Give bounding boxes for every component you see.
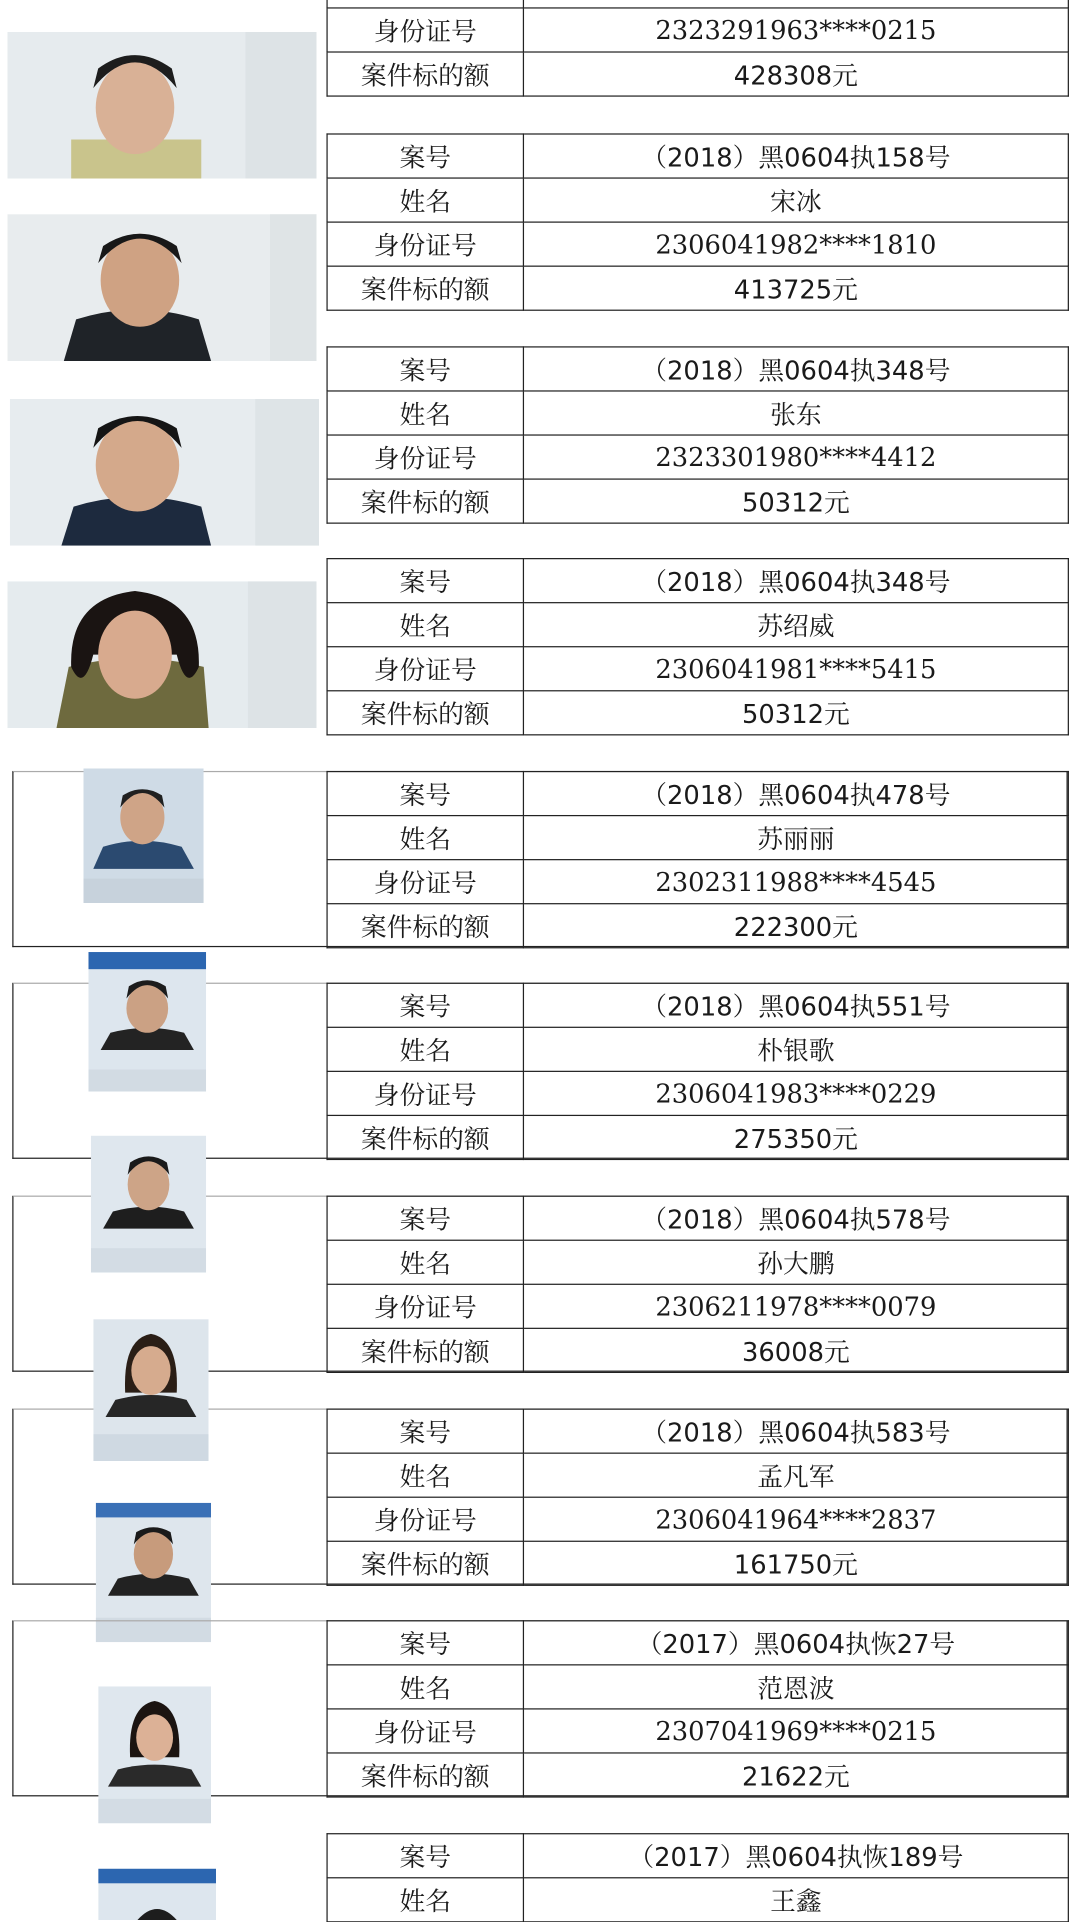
value-amount: 428308元 xyxy=(523,52,1068,96)
value-id-no: 2302311988****4545 xyxy=(523,860,1068,904)
person-photo xyxy=(7,214,316,361)
value-id-no: 2306041981****5415 xyxy=(523,647,1068,691)
value-name: 宋冰 xyxy=(523,178,1068,222)
value-name: 苏绍威 xyxy=(523,603,1068,647)
label-amount: 案件标的额 xyxy=(327,1328,523,1372)
value-name: 张东 xyxy=(523,391,1068,435)
value-case-no: （2018）黑0604执348号 xyxy=(523,559,1068,603)
value-amount: 50312元 xyxy=(523,691,1068,735)
person-photo xyxy=(93,1319,208,1461)
person-photo xyxy=(88,952,206,1092)
value-amount: 50312元 xyxy=(523,479,1068,523)
label-amount: 案件标的额 xyxy=(327,1753,523,1797)
value-id-no: 2323301980****4412 xyxy=(523,435,1068,479)
label-id-no: 身份证号 xyxy=(327,1497,523,1541)
label-name: 姓名 xyxy=(327,391,523,435)
value-id-no: 2306041964****2837 xyxy=(523,1497,1068,1541)
label-name: 姓名 xyxy=(327,1878,523,1922)
label-amount: 案件标的额 xyxy=(327,52,523,96)
label-id-no: 身份证号 xyxy=(327,1284,523,1328)
label-name: 姓名 xyxy=(327,1453,523,1497)
label-id-no: 身份证号 xyxy=(327,860,523,904)
value-amount: 222300元 xyxy=(523,904,1068,948)
value-amount: 21622元 xyxy=(523,1753,1068,1797)
label-case-no: 案号 xyxy=(327,772,523,816)
record-table xyxy=(326,1833,1068,1922)
record-table xyxy=(326,1196,1068,1373)
person-photo xyxy=(7,581,316,728)
record-table xyxy=(326,133,1068,310)
value-amount: 413725元 xyxy=(523,266,1068,310)
label-name: 姓名 xyxy=(327,178,523,222)
label-case-no: 案号 xyxy=(327,983,523,1027)
label-name: 姓名 xyxy=(327,603,523,647)
label-id-no: 身份证号 xyxy=(327,647,523,691)
value-id-no: 2306041983****0229 xyxy=(523,1071,1068,1115)
person-photo xyxy=(91,1136,206,1273)
value-name: 孙大鹏 xyxy=(523,1240,1068,1284)
label-id-no: 身份证号 xyxy=(327,435,523,479)
label-case-no: 案号 xyxy=(327,1409,523,1453)
value-name: 王鑫 xyxy=(523,1878,1068,1922)
record-table xyxy=(326,346,1068,523)
value-amount: 161750元 xyxy=(523,1541,1068,1585)
person-photo xyxy=(83,768,203,903)
label-amount: 案件标的额 xyxy=(327,1115,523,1159)
record-table xyxy=(326,1408,1068,1585)
person-photo xyxy=(98,1869,216,1920)
label-name: 姓名 xyxy=(327,1027,523,1071)
value-name: 孟凡军 xyxy=(523,1453,1068,1497)
value-amount: 275350元 xyxy=(523,1115,1068,1159)
value-case-no: （2018）黑0604执478号 xyxy=(523,772,1068,816)
label-amount: 案件标的额 xyxy=(327,1541,523,1585)
value-case-no: （2017）黑0604执恢27号 xyxy=(523,1621,1068,1665)
record-table xyxy=(326,558,1068,735)
label-name: 姓名 xyxy=(327,816,523,860)
label-amount: 案件标的额 xyxy=(327,691,523,735)
record-table xyxy=(326,0,1068,97)
label-case-no: 案号 xyxy=(327,1834,523,1878)
value-name: 范恩波 xyxy=(523,1665,1068,1709)
value-case-no: （2018）黑0604执583号 xyxy=(523,1409,1068,1453)
value-case-no: （2018）黑0604执348号 xyxy=(523,347,1068,391)
value-id-no: 2306211978****0079 xyxy=(523,1284,1068,1328)
label-case-no: 案号 xyxy=(327,134,523,178)
label-case-no: 案号 xyxy=(327,1196,523,1240)
label-id-no: 身份证号 xyxy=(327,8,523,52)
label-name: 姓名 xyxy=(327,1665,523,1709)
label-amount: 案件标的额 xyxy=(327,479,523,523)
value-id-no: 2307041969****0215 xyxy=(523,1709,1068,1753)
value-case-no: （2018）黑0604执578号 xyxy=(523,1196,1068,1240)
value-name: 朴银歌 xyxy=(523,1027,1068,1071)
label-case-no: 案号 xyxy=(327,1621,523,1665)
value-id-no: 2323291963****0215 xyxy=(523,8,1068,52)
label-name: 姓名 xyxy=(327,1240,523,1284)
value-case-no: （2018）黑0604执158号 xyxy=(523,134,1068,178)
label-id-no: 身份证号 xyxy=(327,222,523,266)
label-amount: 案件标的额 xyxy=(327,904,523,948)
record-table xyxy=(326,1620,1068,1797)
label-id-no: 身份证号 xyxy=(327,1071,523,1115)
value-id-no: 2306041982****1810 xyxy=(523,222,1068,266)
record-table xyxy=(326,983,1068,1160)
value-case-no: （2018）黑0604执551号 xyxy=(523,983,1068,1027)
value-case-no: （2017）黑0604执恢189号 xyxy=(523,1834,1068,1878)
person-photo xyxy=(7,32,316,179)
record-table xyxy=(326,771,1068,948)
person-photo xyxy=(10,399,319,546)
label-case-no: 案号 xyxy=(327,347,523,391)
label-case-no: 案号 xyxy=(327,559,523,603)
label-id-no: 身份证号 xyxy=(327,1709,523,1753)
label-amount: 案件标的额 xyxy=(327,266,523,310)
person-photo xyxy=(98,1686,211,1823)
value-name: 苏丽丽 xyxy=(523,816,1068,860)
value-amount: 36008元 xyxy=(523,1328,1068,1372)
